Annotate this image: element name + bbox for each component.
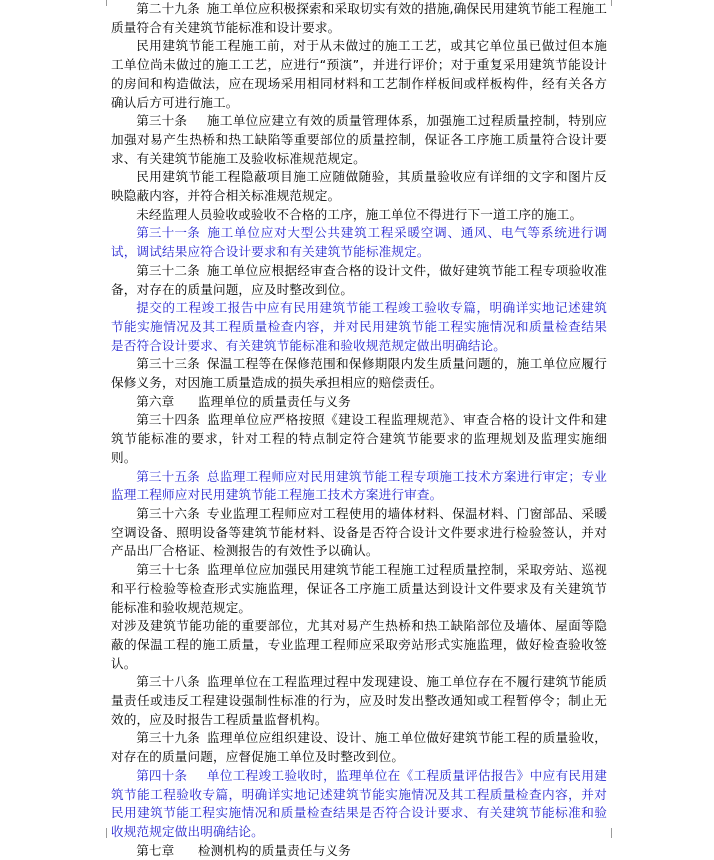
- chapter-title: 监理单位的质量责任与义务: [197, 393, 351, 409]
- paragraph-article-31: [111, 224, 607, 261]
- paragraph-article-35: [111, 468, 607, 505]
- article-number: 第三十二条: [136, 262, 200, 278]
- paragraph-text: 民用建筑节能工程隐蔽项目施工应随做随验，其质量验收应有详细的文字和图片反映隐蔽内容，并符合相关标准规范规定。: [111, 169, 607, 204]
- paragraph: [111, 37, 607, 112]
- article-number: 第三十条: [136, 113, 188, 129]
- paragraph-text: 施工单位应对大型公共建筑工程采暖空调、通风、电气等系统进行调试，调试结果应符合设计要求和有关建筑节能标准规定。: [111, 225, 607, 260]
- chapter-number: 第六章: [136, 393, 175, 409]
- paragraph-text: 提交的工程竣工报告中应有民用建筑节能工程竣工验收专篇，明确详实地记述建筑节能实施情况及其工程质量检查内容，并对民用建筑节能工程实施情况和质量检查结果是否符合设计要求、有关建筑节能标准和验收规范规定做出明确结论。: [111, 300, 607, 353]
- paragraph-article-32: [111, 262, 607, 299]
- paragraph-text: 施工单位应根据经审查合格的设计文件，做好建筑节能工程专项验收准备，对存在的质量问题，应及时整改到位。: [111, 262, 607, 297]
- paragraph-text: 未经监理人员验收或验收不合格的工序，施工单位不得进行下一道工序的施工。: [136, 206, 583, 222]
- paragraph-text: 专业监理工程师应对工程使用的墙体材料、保温材料、门窗部品、采暖空调设备、照明设备等建筑节能材料、设备是否符合设计文件要求进行检验签认，并对产品出厂合格证、检测报告的有效性予以确认。: [111, 505, 607, 559]
- article-number: 第三十四条: [136, 412, 200, 428]
- margin-mark-top-left: [96, 0, 107, 6]
- paragraph-article-40: [111, 767, 607, 842]
- article-number: 第三十七条: [136, 562, 200, 578]
- article-number: 第三十九条: [136, 730, 200, 746]
- paragraph-text: 监理单位在工程监理过程中发现建设、施工单位存在不履行建筑节能质量责任或违反工程建设强制性标准的行为，应及时发出整改通知或工程暂停令；制止无效的，应及时报告工程质量监督机构。: [111, 674, 607, 727]
- paragraph: [111, 617, 607, 673]
- chapter-title: 检测机构的质量责任与义务: [197, 842, 351, 858]
- paragraph-article-30: [111, 112, 607, 168]
- document-page: [111, 0, 607, 860]
- article-number: 第三十一条: [136, 225, 200, 241]
- article-number: 第三十八条: [136, 674, 200, 690]
- paragraph-article-38: [111, 673, 607, 729]
- paragraph-text: 监理单位应严格按照《建设工程监理规范》、审查合格的设计文件和建筑节能标准的要求，针对工程的特点制定符合建筑节能要求的监理规划及监理实施细则。: [111, 412, 607, 465]
- margin-mark-bottom-left: [96, 828, 107, 838]
- paragraph-text: 对涉及建筑节能功能的重要部位，尤其对易产生热桥和热工缺陷部位及墙体、屋面等隐蔽的保温工程的施工质量，专业监理工程师应采取旁站形式实施监理，做好检查验收签认。: [111, 618, 607, 671]
- paragraph-article-39: [111, 729, 607, 766]
- paragraph: [111, 206, 607, 225]
- chapter-heading-6: [111, 393, 607, 412]
- paragraph: [111, 299, 607, 355]
- paragraph-article-36: [111, 505, 607, 561]
- paragraph-article-33: [111, 355, 607, 392]
- paragraph-text: 单位工程竣工验收时，监理单位在《工程质量评估报告》中应有民用建筑节能工程验收专篇，明确详实地记述建筑节能实施情况及其工程质量检查内容，并对民用建筑节能工程实施情况和质量检查结果是否符合设计要求、有关建筑节能标准和验收规范规定做出明确结论。: [111, 767, 607, 839]
- paragraph: [111, 168, 607, 205]
- chapter-heading-7: [111, 842, 607, 860]
- article-number: 第三十六条: [136, 505, 200, 521]
- paragraph-text: 监理单位应组织建设、设计、施工单位做好建筑节能工程的质量验收，对存在的质量问题，应督促施工单位及时整改到位。: [111, 730, 607, 765]
- article-number: 第四十条: [136, 767, 188, 783]
- article-number: 第三十五条: [136, 468, 200, 484]
- paragraph-text: 民用建筑节能工程施工前，对于从未做过的施工工艺，或其它单位虽已做过但本施工单位尚未做过的施工工艺，应进行“预演”，并进行评价；对于重复采用建筑节能设计的房间和构造做法，应在现场采用相同材料和工艺制作样板间或样板构件，经有关各方确认后方可进行施工。: [111, 38, 607, 110]
- paragraph-article-37: [111, 561, 607, 617]
- paragraph-text: 监理单位应加强民用建筑节能工程施工过程质量控制，采取旁站、巡视和平行检验等检查形式实施监理，保证各工序施工质量达到设计文件要求及有关建筑节能标准和验收规范规定。: [111, 562, 607, 615]
- paragraph-text: 施工单位应积极探索和采取切实有效的措施,确保民用建筑节能工程施工质量符合有关建筑节能标准和设计要求。: [111, 1, 607, 35]
- margin-mark-top-right: [611, 0, 622, 6]
- paragraph-text: 总监理工程师应对民用建筑节能工程专项施工技术方案进行审定；专业监理工程师应对民用建筑节能工程施工技术方案进行审查。: [111, 468, 607, 503]
- article-number: 第二十九条: [136, 1, 200, 16]
- paragraph-article-29: [111, 0, 607, 37]
- paragraph-text: 施工单位应建立有效的质量管理体系，加强施工过程质量控制，特别应加强对易产生热桥和热工缺陷等重要部位的质量控制，保证各工序施工质量符合设计要求、有关建筑节能施工及验收标准规范规定。: [111, 113, 607, 166]
- chapter-number: 第七章: [136, 842, 175, 858]
- paragraph-text: 保温工程等在保修范围和保修期限内发生质量问题的，施工单位应履行保修义务，对因施工质量造成的损失承担相应的赔偿责任。: [111, 356, 607, 391]
- margin-mark-bottom-right: [611, 828, 622, 838]
- paragraph-article-34: [111, 411, 607, 467]
- article-number: 第三十三条: [136, 356, 200, 372]
